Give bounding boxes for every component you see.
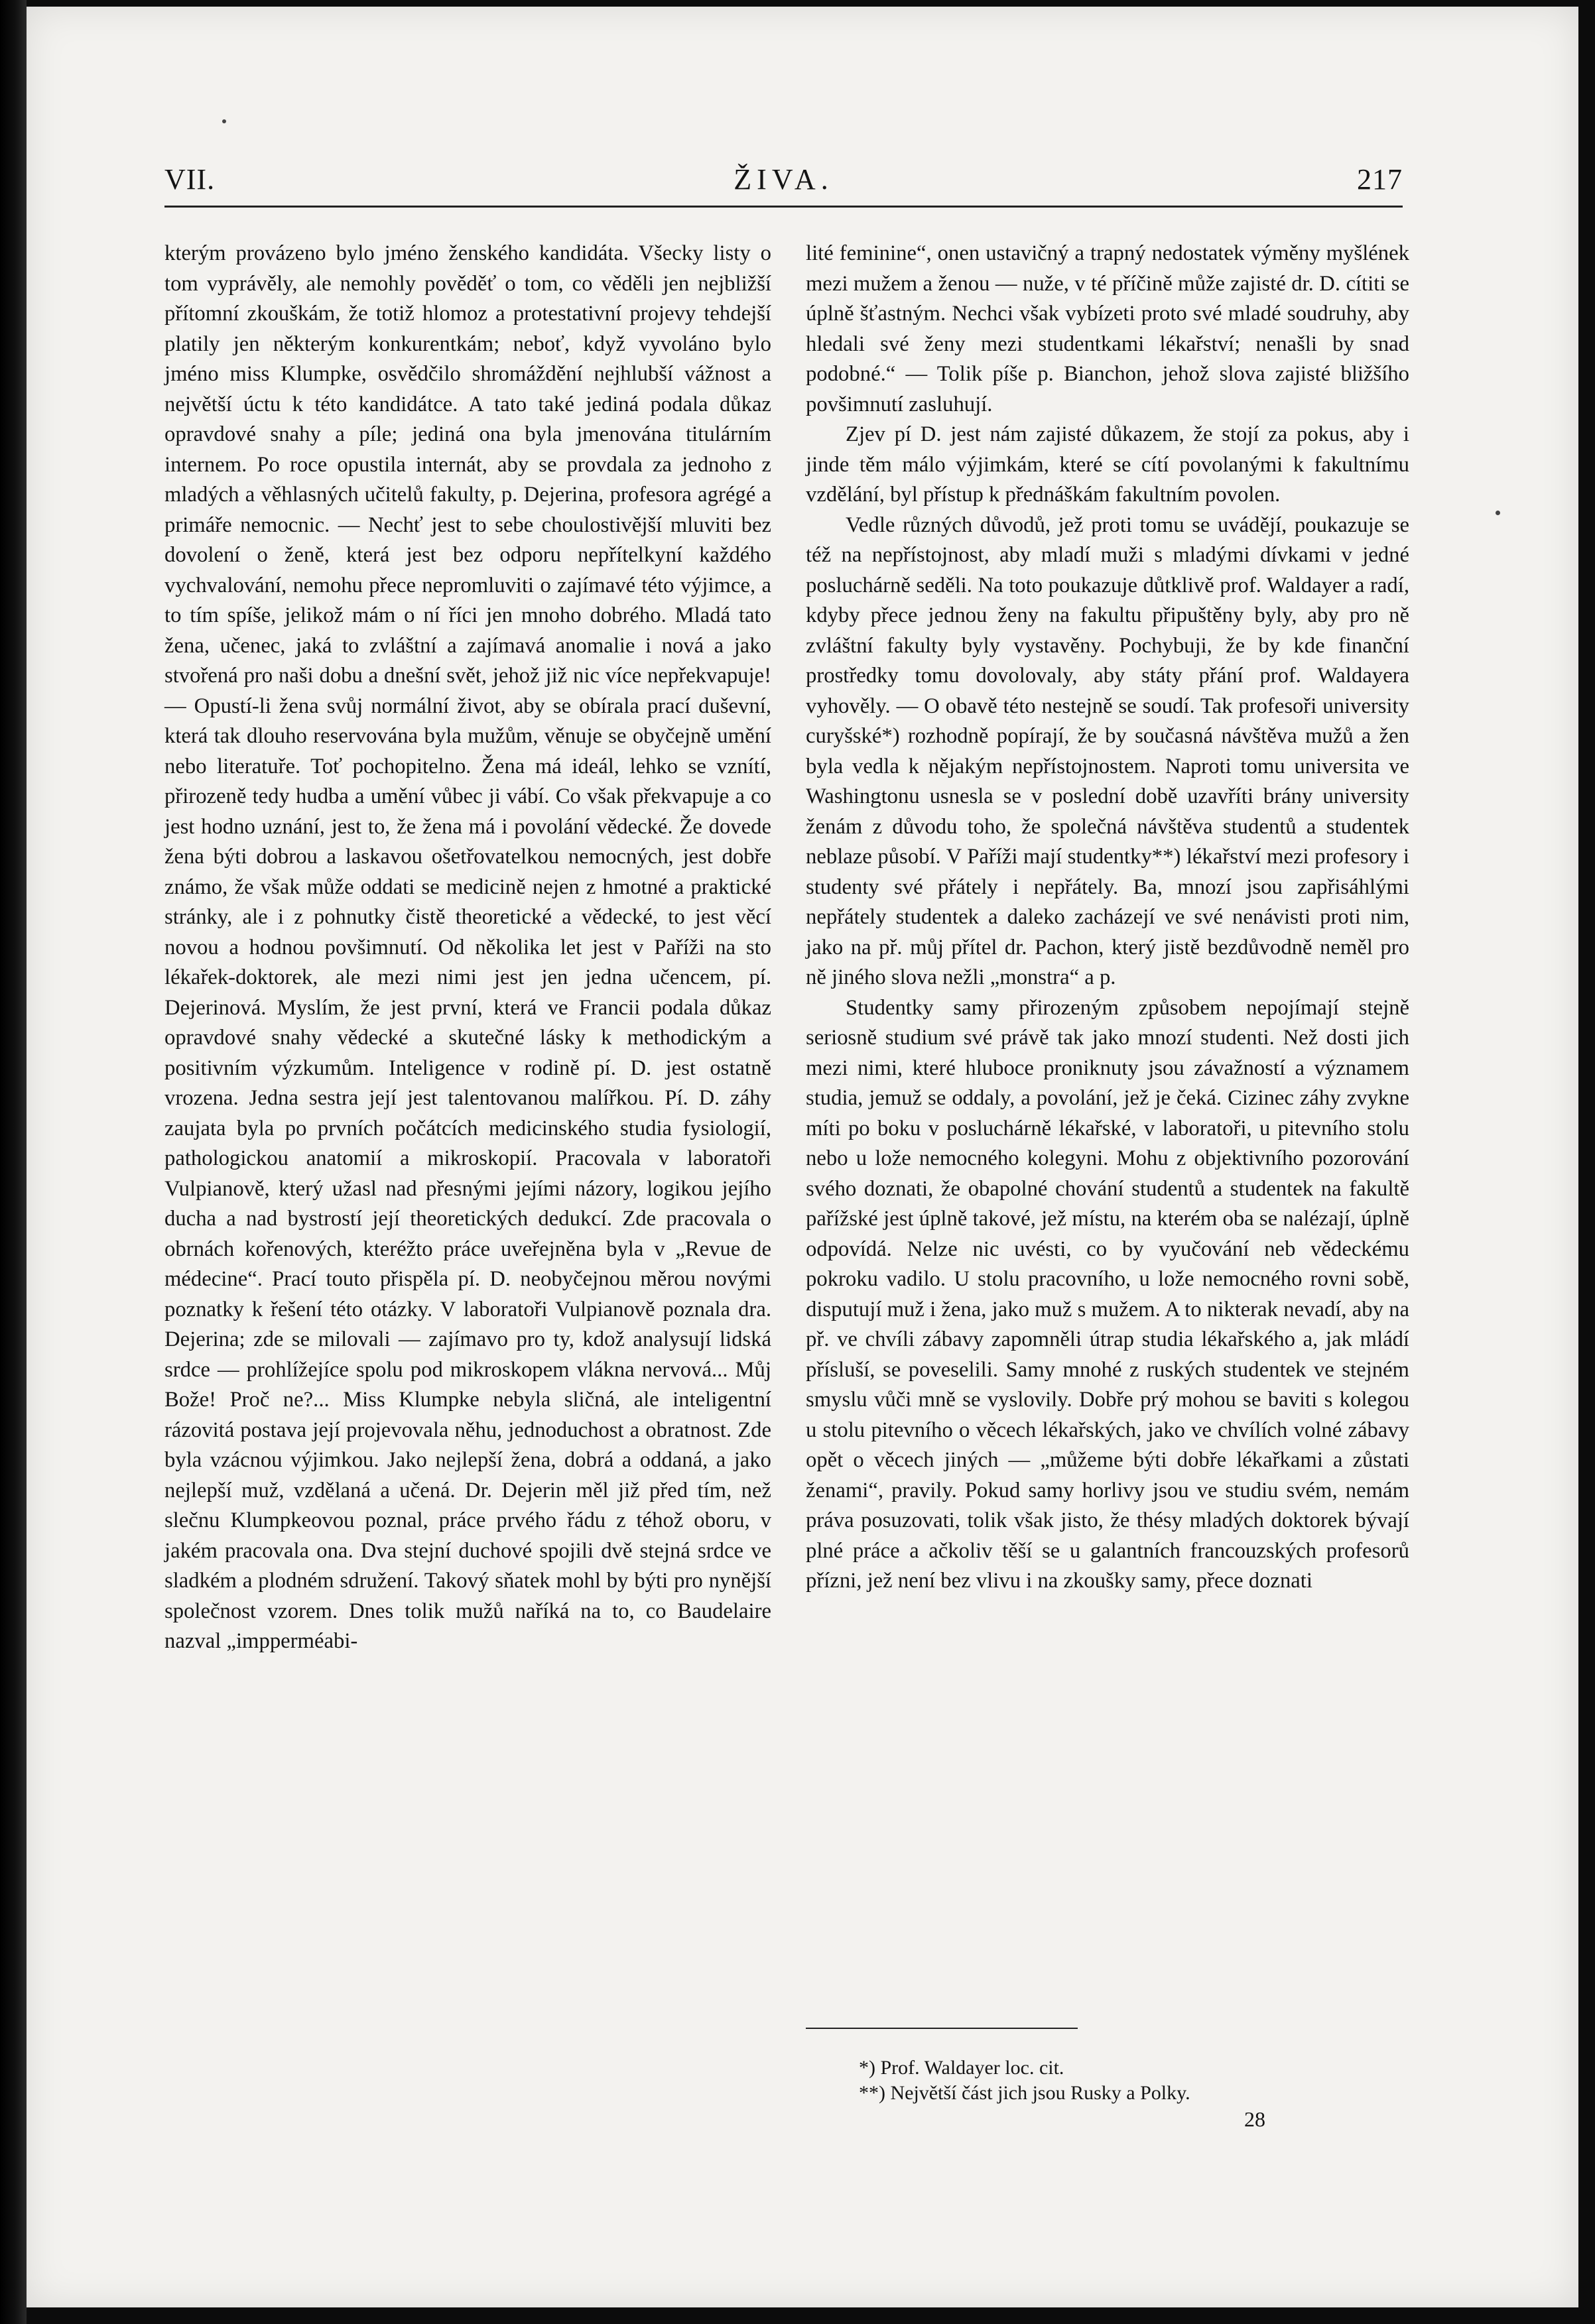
paragraph: Zjev pí D. jest nám zajisté důkazem, že stojí za pokus, aby i jinde těm málo výjimkám, které se cítí povolanými k fakultnímu vzdělání, byl přístup k přednáškám fakultním povolen. (806, 422, 1409, 507)
paragraph: kterým provázeno bylo jméno ženského kandidáta. Všecky listy o tom vyprávěly, ale nemohly pověděť o tom, co věděli jen nejbližší přítomní zkouškám, že totiž hlomoz a protestativní projevy tehdejší platily jen některým konkurentkám; neboť, když vyvoláno bylo jméno miss Klumpke, osvědčilo shromáždění nejhlubší vážnost a největší úctu k této kandidátce. A tato také jediná podala důkaz opravdové snahy a píle; jediná ona byla jmenována titulárním internem. Po roce opustila internát, aby se provdala za jednoho z mladých a věhlasných učitelů fakulty, p. Dejerina, profesora agrégé a primáře nemocnic. — Nechť jest to sebe choulostivější mluviti bez dovolení o ženě, která jest bez odporu nepřítelkyní každého vychvalování, nemohu přece nepromluviti o zajímavé této výjimce, a to tím spíše, jelikož mám o ní říci jen mnoho dobrého. Mladá tato žena, učenec, jaká to zvláštní a zajímavá anomalie i nová a jako stvořená pro naši dobu a dnešní svět, jehož již nic více nepřekvapuje! — Opustí-li žena svůj normální život, aby se obírala prací duševní, která tak dlouho reservována byla mužům, věnuje se obyčejně umění nebo literatuře. Toť pochopitelno. Žena má ideál, lehko se vznítí, přirozeně tedy hudba a umění vůbec ji vábí. Co však překvapuje a co jest hodno uznání, jest to, že žena má i povolání vědecké. Že dovede žena býti dobrou a laskavou ošetřovatelkou nemocných, jest dobře známo, že však může oddati se medicině nejen z hmotné a praktické stránky, ale i z pohnutky čistě theoretické a vědecké, to jest věcí novou a hodnou povšimnutí. Od několika let jest v Paříži na sto lékařek-doktorek, ale mezi nimi jest jen jedna učencem, pí. Dejerinová. Myslím, že jest první, která ve Francii podala důkaz opravdové snahy vědecké a skutečné lásky k methodickým a positivním výzkumům. Inteligence v rodině pí. D. jest ostatně vrozena. Jedna sestra její jest talentovanou malířkou. Pí. D. záhy zaujata byla po prvních počátcích medicinského studia fysiologií, pathologickou anatomií a mikroskopií. Pracovala v laboratoři Vulpianově, který užasl nad přesnými jejími názory, logikou jejího ducha a nad bystrostí její theoretických dedukcí. Zde pracovala o obrnách kořenových, kteréžto práce uveřejněna byla v „Revue de médecine“. Prací touto přispěla pí. D. neobyčejnou měrou novými poznatky k řešení této otázky. V laboratoři Vulpianově poznala dra. Dejerina; zde se milovali — zajímavo pro ty, kdož analysují lidská srdce — prohlížejíce spolu pod mikroskopem vlákna nervová... Můj Bože! Proč ne?... Miss Klumpke nebyla sličná, ale inteligentní rázovitá postava její projevovala něhu, jednoduchost a obratnost. Zde byla vzácnou výjimkou. Jako nejlepší žena, dobrá a oddaná, a jako nejlepší muž, vzdělaná a učená. Dr. Dejerin měl již před tím, než slečnu Klumpkeovou poznal, práce prvého řádu z téhož oboru, v jakém pracovala ona. Dva stejní duchové spojili dvě stejná srdce ve sladkém a plodném sdružení. Takový sňatek mohl by býti pro nynější společnost vzorem. Dnes tolik mužů naříká na to, co Baudelaire nazval „impperméabi- (164, 241, 771, 1653)
paragraph: Studentky samy přirozeným způsobem nepojímají stejně seriosně studium své právě tak jako mnozí studenti. Než dosti jich mezi nimi, které hluboce proniknuty jsou závažností a významem studia, jemuž se oddaly, a povolání, jež je čeká. Cizinec záhy zvykne míti po boku v posluchárně lékařské, v laboratoři, u pitevního stolu nebo u lože nemocného kolegyni. Mohu z objektivního pozorování svého doznati, že obapolné chování studentů a studentek na fakultě pařížské jest úplně takové, jež místu, na kterém oba se nalézají, úplně odpovídá. Nelze nic uvésti, co by vyučování neb vědeckému pokroku vadilo. U stolu pracovního, u lože nemocného rovni sobě, disputují muž i žena, jako muž s mužem. A to nikterak nevadí, aby na př. ve chvíli zábavy zapomněli útrap studia lékařského a, jak mládí přísluší, se poveselili. Samy mnohé z ruských studentek ve stejném smyslu vůči mně se vyslovily. Dobře prý mohou se baviti s kolegou u stolu pitevního o věcech lékařských, jako ve chvílích volné zábavy opět o věcech jiných — „můžeme býti dobře lékařkami a zůstati ženami“, pravily. Pokud samy horlivy jsou ve studiu svém, nemám práva posuzovati, tolik však jisto, že thésy mladých doktorek bývají plné práce a ačkoliv těší se u galantních francouzských profesorů přízni, jež není bez vlivu i na zkoušky samy, přece doznati (806, 995, 1409, 1593)
volume-number: VII. (164, 163, 216, 196)
scan-edge (0, 0, 27, 2324)
left-column (164, 239, 771, 1657)
journal-title: ŽIVA. (734, 163, 834, 196)
footnote: **) Největší část jich jsou Rusky a Polky. (859, 2082, 1190, 2104)
paragraph: Vedle různých důvodů, jež proti tomu se uvádějí, poukazuje se též na nepřístojnost, aby mladí muži s mladými dívkami v jedné posluchárně seděli. Na toto poukazuje důtklivě prof. Waldayer a radí, kdyby přece jednou ženy na fakultu připuštěny byly, aby pro ně zvláštní fakulty byly vystavěny. Pochybuji, že by kde finanční prostředky tomu dovolovaly, aby státy přání prof. Waldayera vyhověly. — O obavě této nestejně se soudí. Tak profesoři university curyšské*) rozhodně popírají, že by současná návštěva mužů a žen byla vedla k nějakým nepřístojnostem. Naproti tomu universita ve Washingtonu usnesla se v poslední době uzavříti brány university ženám z důvodu toho, že společná návštěva studentů a studentek neblaze působí. V Paříži mají studentky**) lékařství mezi profesory i studenty své přátely i nepřátely. Ba, mnozí jsou zapřisáhlými nepřátely studentek a daleko zacházejí ve své nenávisti proti nim, jako na př. můj přítel dr. Pachon, který jistě bezdůvodně neměl pro ně jiného slova nežli „monstra“ a p. (806, 513, 1409, 989)
scan-speck (222, 119, 226, 123)
footnotes (806, 2055, 1409, 2106)
scan-speck (1496, 511, 1500, 515)
paragraph: lité feminine“, onen ustavičný a trapný nedostatek výměny myšlének mezi mužem a ženou — nuže, v té příčině může zajisté dr. D. cítiti se úplně šťastným. Nechci však vybízeti proto své mladé soudruhy, aby hledali své ženy mezi studentkami lékařství; nenašli by snad podobné.“ — Tolik píše p. Bianchon, jehož slova zajisté bližšího povšimnutí zasluhují. (806, 241, 1409, 416)
right-column (806, 239, 1409, 1597)
footnote: *) Prof. Waldayer loc. cit. (859, 2057, 1064, 2079)
header-rule (164, 206, 1403, 208)
running-header (164, 162, 1403, 209)
page (27, 7, 1578, 2307)
footnote-rule (806, 2028, 1078, 2029)
signature-mark: 28 (1244, 2107, 1265, 2131)
page-number: 217 (1357, 163, 1403, 196)
